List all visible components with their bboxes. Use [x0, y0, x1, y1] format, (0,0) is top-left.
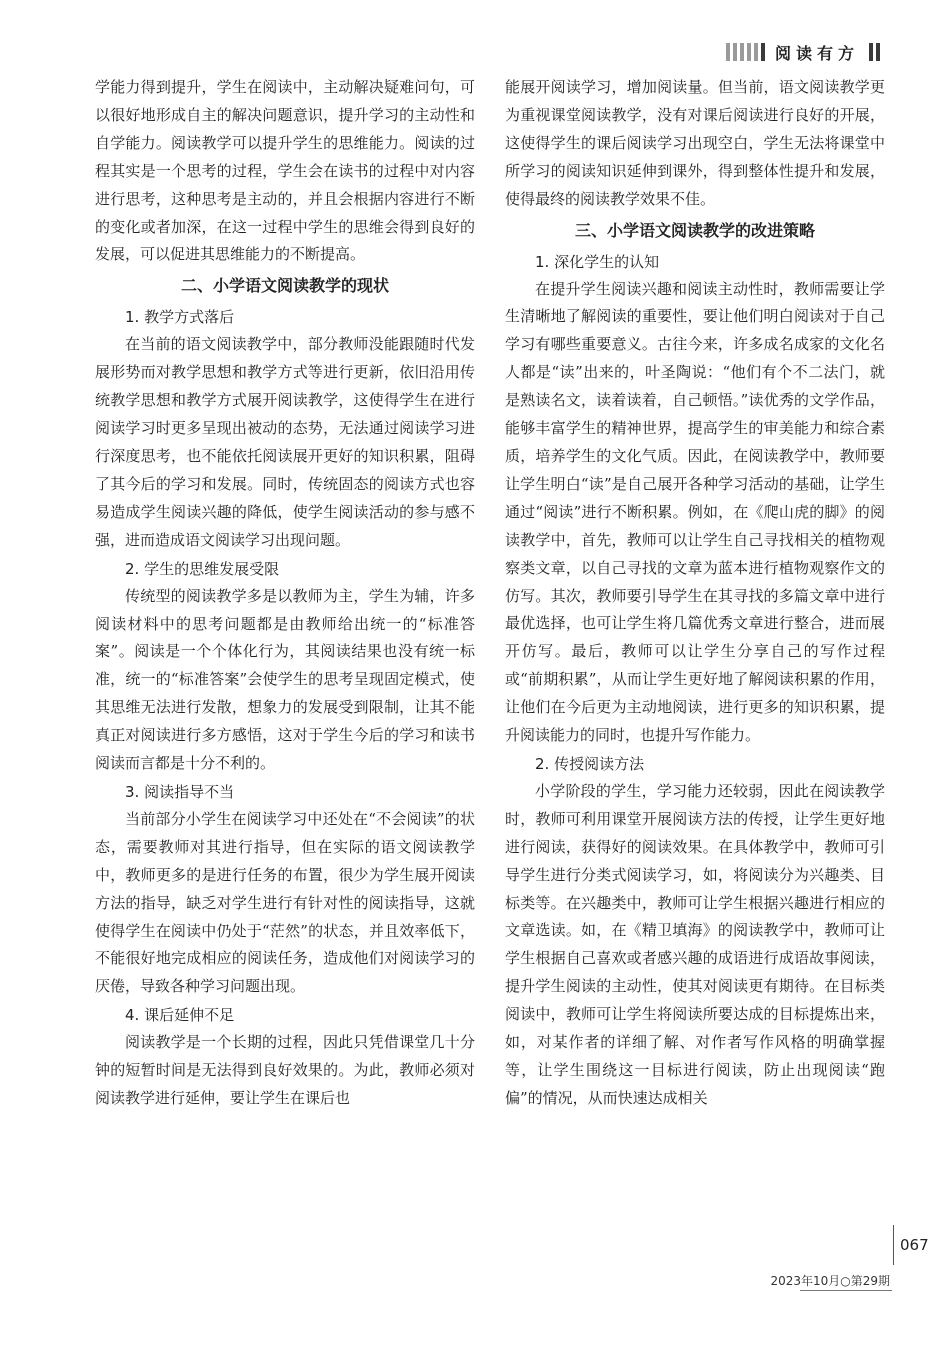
- header-decoration-bars-right: [869, 43, 880, 61]
- section-heading-2: 二、小学语文阅读教学的现状: [180, 276, 389, 296]
- footer-rule: [800, 1290, 892, 1291]
- page-number: 067: [900, 1236, 929, 1254]
- section-title: 阅读有方: [774, 43, 859, 63]
- running-header: [726, 40, 880, 64]
- paragraph-teaching-method: 在当前的语文阅读教学中，部分教师没能跟随时代发展形势而对教学思想和教学方式等进行更新，依旧沿用传统教学思想和教学方式展开阅读教学，这使得学生在进行阅读学习时更多呈现出被动的态势，无法通过阅读学习进行深度思考，也不能依托阅读展开更好的知识积累，阻碍了其今后的学习和发展。同时，传统固态的阅读方式也容易造成学生阅读兴趣的降低，使学生阅读活动的参与感不强，进而造成语文阅读学习出现问题。: [95, 335, 475, 549]
- paragraph-guidance: 当前部分小学生在阅读学习中还处在“不会阅读”的状态，需要教师对其进行指导，但在实际的语文阅读教学中，教师更多的是进行任务的布置，很少为学生展开阅读方法的指导，缺乏对学生进行有针对性的阅读指导，这就使得学生在阅读中仍处于“茫然”的状态，并且效率低下，不能很好地完成相应的阅读任务，造成他们对阅读学习的厌倦，导致各种学习问题出现。: [95, 809, 475, 996]
- paragraph-reading-methods: 小学阶段的学生，学习能力还较弱，因此在阅读教学时，教师可利用课堂开展阅读方法的传授，让学生更好地进行阅读，获得好的阅读效果。在具体教学中，教师可引导学生进行分类式阅读学习，如，将阅读分为兴趣类、目标类等。在兴趣类中，教师可让学生根据兴趣进行相应的文章选读。如，在《精卫填海》的阅读教学中，教师可让学生根据自己喜欢或者感兴趣的成语进行成语故事阅读，提升学生阅读的主动性，使其对阅读更有期待。在目标类阅读中，教师可让学生将阅读所要达成的目标提炼出来，如，对某作者的详细了解、对作者写作风格的明确掌握等，让学生围绕这一目标进行阅读，防止出现阅读“跑偏”的情况，从而快速达成相关: [505, 781, 885, 1107]
- subheading-deepen-cognition: 1. 深化学生的认知: [535, 252, 660, 271]
- section-heading-3: 三、小学语文阅读教学的改进策略: [574, 220, 815, 240]
- paragraph-intro: 学能力得到提升，学生在阅读中，主动解决疑难问句，可以很好地形成自主的解决问题意识，提升学习的主动性和自学能力。阅读教学可以提升学生的思维能力。阅读的过程其实是一个思考的过程，学生会在读书的过程中对内容进行思考，这种思考是主动的，并且会根据内容进行不断的变化或者加深，在这一过程中学生的思维会得到良好的发展，可以促进其思维能力的不断提高。: [95, 78, 475, 264]
- header-decoration-bars: [726, 43, 765, 61]
- subheading-guidance: 3. 阅读指导不当: [125, 782, 235, 801]
- subheading-reading-methods: 2. 传授阅读方法: [535, 754, 645, 773]
- paragraph-deepen-cognition: 在提升学生阅读兴趣和阅读主动性时，教师需要让学生清晰地了解阅读的重要性，要让他们明白阅读对于自己学习有哪些重要意义。古往今来，许多成名成家的文化名人都是“读”出来的，叶圣陶说：“他们有个不二法门，就是熟读名文，读着读着，自己顿悟。”读优秀的文学作品，能够丰富学生的精神世界，提高学生的审美能力和综合素质，培养学生的文化气质。因此，在阅读教学中，教师要让学生明白“读”是自己展开各种学习活动的基础，让学生通过“阅读”进行不断积累。例如，在《爬山虎的脚》的阅读教学中，首先，教师可以让学生自己寻找相关的植物观察类文章，以自己寻找的文章为蓝本进行植物观察作文的仿写。其次，教师要引导学生在其寻找的多篇文章中进行最优选择，也可让学生将几篇优秀文章进行整合，进而展开仿写。最后，教师可以让学生分享自己的写作过程或“前期积累”，从而让学生更好地了解阅读积累的作用，让他们在今后更为主动地阅读，进行更多的知识积累，提升阅读能力的同时，也提升写作能力。: [505, 279, 885, 745]
- paragraph-thinking-limited: 传统型的阅读教学多是以教师为主，学生为辅，许多阅读材料中的思考问题都是由教师给出统一的“标准答案”。阅读是一个个体化行为，其阅读结果也没有统一标准，统一的“标准答案”会使学生的思考呈现固定模式，使其思维无法进行发散，想象力的发展受到限制，让其不能真正对阅读进行多方感悟，这对于学生今后的学习和读书阅读而言都是十分不利的。: [95, 586, 475, 773]
- subheading-extension: 4. 课后延伸不足: [125, 1006, 235, 1025]
- subheading-thinking-limited: 2. 学生的思维发展受限: [125, 559, 280, 578]
- issue-info: 2023年10月○第29期: [770, 1274, 890, 1288]
- right-column: [505, 74, 885, 1113]
- paragraph-continued: 能展开阅读学习，增加阅读量。但当前，语文阅读教学更为重视课堂阅读教学，没有对课后阅读进行良好的开展，这使得学生的课后阅读学习出现空白，学生无法将课堂中所学习的阅读知识延伸到课外，得到整体性提升和发展，使得最终的阅读教学效果不佳。: [505, 78, 885, 208]
- subheading-teaching-method: 1. 教学方式落后: [125, 308, 235, 327]
- paragraph-extension: 阅读教学是一个长期的过程，因此只凭借课堂几十分钟的短暂时间是无法得到良好效果的。为此，教师必须对阅读教学进行延伸，要让学生在课后也: [95, 1033, 475, 1108]
- left-column: [95, 74, 475, 1113]
